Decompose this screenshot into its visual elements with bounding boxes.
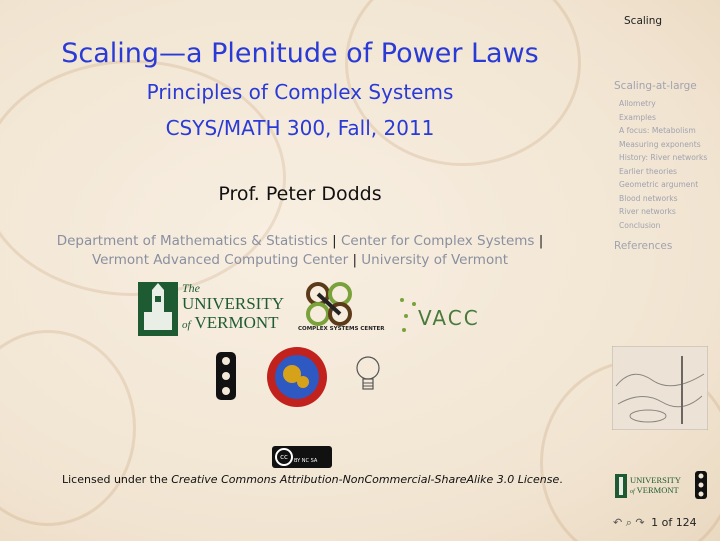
footer-uvm-vermont: VERMONT bbox=[636, 485, 679, 495]
course-name: Principles of Complex Systems bbox=[146, 80, 454, 104]
uvm-tower-icon bbox=[138, 282, 178, 336]
license-suffix: . bbox=[559, 473, 563, 486]
separator: | bbox=[332, 233, 337, 249]
affiliation-ccs: Center for Complex Systems bbox=[340, 233, 535, 249]
footer-socsci-icon bbox=[694, 471, 708, 499]
author: Prof. Peter Dodds bbox=[218, 183, 382, 205]
uvm-university: UNIVERSITY bbox=[182, 294, 284, 313]
nav-item-blood[interactable]: Blood networks bbox=[619, 194, 678, 203]
nav-item-conclusion[interactable]: Conclusion bbox=[619, 221, 661, 230]
nav-arrows[interactable]: ↶ ⌕ ↷ bbox=[613, 516, 645, 529]
license-link[interactable]: Creative Commons Attribution-NonCommercial-ShareAlike 3.0 License bbox=[171, 473, 560, 486]
ccs-logo bbox=[298, 282, 388, 338]
separator: | bbox=[352, 252, 357, 268]
affiliation-line-1 bbox=[0, 233, 600, 249]
slide-title: Scaling—a Plenitude of Power Laws bbox=[61, 38, 539, 69]
uvm-logo bbox=[138, 281, 284, 336]
ccs-label: COMPLEX SYSTEMS CENTER bbox=[298, 326, 385, 332]
nav-header: Scaling bbox=[624, 15, 663, 27]
cc-label: BY NC SA bbox=[294, 458, 318, 464]
uvm-tower-small-icon bbox=[615, 474, 627, 498]
nav-item-measuring[interactable]: Measuring exponents bbox=[619, 140, 701, 149]
socsci-logo-icon bbox=[214, 352, 238, 400]
uvm-vermont: VERMONT bbox=[194, 313, 279, 332]
nav-section-scaling[interactable]: Scaling-at-large bbox=[614, 80, 697, 92]
seal-logo-icon bbox=[266, 346, 328, 408]
vacc-label: VACC bbox=[418, 306, 480, 330]
vacc-logo bbox=[398, 296, 478, 340]
nav-item-earlier[interactable]: Earlier theories bbox=[619, 167, 677, 176]
affiliation-dept: Department of Mathematics & Statistics bbox=[56, 233, 328, 249]
footer-uvm-of: of bbox=[630, 489, 635, 495]
license-text bbox=[62, 473, 563, 486]
landscape-sketch-image bbox=[612, 346, 708, 430]
affiliation-line-2 bbox=[0, 252, 600, 268]
uvm-of: of bbox=[182, 319, 191, 331]
nav-item-examples[interactable]: Examples bbox=[619, 113, 656, 122]
uvm-the: The bbox=[182, 281, 200, 295]
nav-item-river[interactable]: River networks bbox=[619, 207, 676, 216]
footer-uvm-university: UNIVERSITY bbox=[630, 475, 681, 485]
nav-item-geometric[interactable]: Geometric argument bbox=[619, 180, 699, 189]
vacc-dots-icon bbox=[398, 296, 420, 336]
page-number: 1 of 124 bbox=[651, 516, 697, 529]
nav-item-allometry[interactable]: Allometry bbox=[619, 99, 656, 108]
ccs-icon bbox=[298, 282, 388, 326]
stain-decoration bbox=[0, 330, 136, 526]
nav-item-history[interactable]: History: River networks bbox=[619, 153, 708, 162]
nav-item-metabolism[interactable]: A focus: Metabolism bbox=[619, 126, 696, 135]
separator: | bbox=[538, 233, 544, 249]
course-code: CSYS/MATH 300, Fall, 2011 bbox=[165, 116, 435, 140]
footer-uvm-logo bbox=[615, 474, 689, 498]
nav-section-references[interactable]: References bbox=[614, 240, 673, 252]
affiliation-vacc: Vermont Advanced Computing Center bbox=[91, 252, 349, 268]
page-footer bbox=[613, 516, 697, 530]
affiliation-uvm: University of Vermont bbox=[361, 252, 509, 268]
license-prefix: Licensed under the bbox=[62, 473, 172, 486]
cc-badge bbox=[272, 446, 332, 468]
lightbulb-icon bbox=[352, 352, 384, 402]
cc-icon: cc bbox=[275, 448, 293, 466]
